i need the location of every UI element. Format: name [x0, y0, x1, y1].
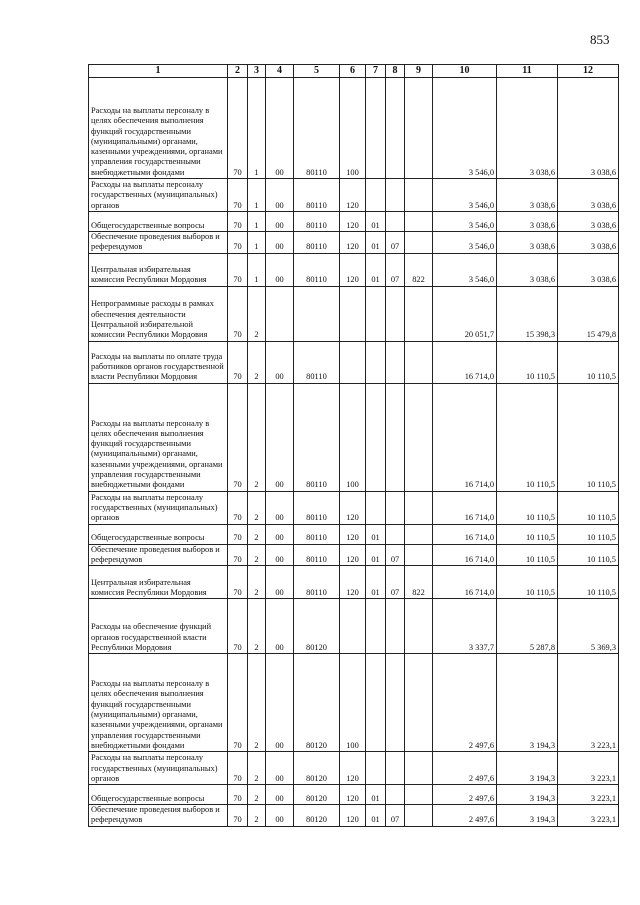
- row-name-cell: Общегосударственные вопросы: [89, 785, 228, 805]
- table-cell: [386, 212, 405, 232]
- column-header: 10: [433, 65, 497, 78]
- row-name-cell: Центральная избирательная комиссия Республики Мордовия: [89, 566, 228, 599]
- table-row: [89, 566, 619, 599]
- table-cell: 00: [266, 805, 294, 827]
- table-cell: 10 110,5: [497, 544, 558, 566]
- table-cell: [340, 286, 366, 341]
- table-cell: 00: [266, 253, 294, 286]
- table-cell: 80120: [294, 654, 340, 752]
- table-row: [89, 179, 619, 212]
- table-cell: 07: [386, 566, 405, 599]
- table-cell: [386, 179, 405, 212]
- table-cell: 822: [405, 253, 433, 286]
- table-row: [89, 286, 619, 341]
- table-cell: 15 398,3: [497, 286, 558, 341]
- table-cell: 01: [366, 785, 386, 805]
- table-cell: 70: [228, 524, 248, 544]
- table-row: [89, 78, 619, 179]
- table-cell: 00: [266, 341, 294, 383]
- table-cell: 70: [228, 785, 248, 805]
- table-row: [89, 212, 619, 232]
- table-cell: 2: [248, 785, 266, 805]
- table-cell: 15 479,8: [558, 286, 619, 341]
- table-cell: 1: [248, 253, 266, 286]
- table-cell: [405, 286, 433, 341]
- table-cell: 120: [340, 232, 366, 254]
- table-cell: 2: [248, 286, 266, 341]
- table-cell: [405, 232, 433, 254]
- table-cell: 3 194,3: [497, 654, 558, 752]
- table-cell: 01: [366, 544, 386, 566]
- table-cell: 100: [340, 654, 366, 752]
- page-number: 853: [590, 32, 610, 47]
- table-cell: 120: [340, 544, 366, 566]
- table-cell: [405, 785, 433, 805]
- row-name-cell: Расходы на выплаты персоналу в целях обеспечения выполнения функций государственными (муниципальными) органами, казенными учреждениями, органами управления государственными внебюджетными фондами: [89, 383, 228, 491]
- table-cell: 3 546,0: [433, 179, 497, 212]
- table-cell: 07: [386, 253, 405, 286]
- table-cell: 70: [228, 383, 248, 491]
- table-cell: 2: [248, 566, 266, 599]
- row-name-cell: Общегосударственные вопросы: [89, 212, 228, 232]
- table-cell: 120: [340, 524, 366, 544]
- table-cell: 00: [266, 785, 294, 805]
- table-cell: 3 223,1: [558, 785, 619, 805]
- table-cell: 3 038,6: [558, 232, 619, 254]
- table-cell: 2: [248, 654, 266, 752]
- table-cell: 10 110,5: [497, 383, 558, 491]
- table-cell: 01: [366, 524, 386, 544]
- table-cell: 5 369,3: [558, 599, 619, 654]
- table-cell: 1: [248, 78, 266, 179]
- table-cell: 01: [366, 805, 386, 827]
- table-cell: 00: [266, 491, 294, 524]
- row-name-cell: Расходы на выплаты персоналу в целях обеспечения выполнения функций государственными (муниципальными) органами, казенными учреждениями, органами управления государственными внебюджетными фондами: [89, 78, 228, 179]
- table-cell: 2 497,6: [433, 654, 497, 752]
- table-cell: [386, 491, 405, 524]
- table-cell: 3 546,0: [433, 212, 497, 232]
- table-cell: 822: [405, 566, 433, 599]
- table-cell: 70: [228, 566, 248, 599]
- table-cell: 3 038,6: [497, 232, 558, 254]
- table-row: [89, 752, 619, 785]
- table-row: [89, 544, 619, 566]
- table-cell: 07: [386, 805, 405, 827]
- table-cell: 16 714,0: [433, 491, 497, 524]
- table-cell: [405, 654, 433, 752]
- table-row: [89, 491, 619, 524]
- table-cell: 80110: [294, 212, 340, 232]
- table-cell: 3 337,7: [433, 599, 497, 654]
- table-cell: 10 110,5: [558, 524, 619, 544]
- table-cell: 70: [228, 654, 248, 752]
- table-cell: [366, 599, 386, 654]
- table-cell: 80110: [294, 179, 340, 212]
- table-cell: 1: [248, 179, 266, 212]
- table-cell: 2: [248, 599, 266, 654]
- table-cell: 80110: [294, 544, 340, 566]
- table-cell: [294, 286, 340, 341]
- table-cell: 70: [228, 78, 248, 179]
- table-cell: 80110: [294, 383, 340, 491]
- table-cell: 70: [228, 286, 248, 341]
- table-cell: [405, 752, 433, 785]
- row-name-cell: Расходы на выплаты персоналу в целях обеспечения выполнения функций государственными (муниципальными) органами, казенными учреждениями, органами управления государственными внебюджетными фондами: [89, 654, 228, 752]
- table-cell: 3 038,6: [558, 78, 619, 179]
- table-cell: [405, 341, 433, 383]
- table-cell: 70: [228, 491, 248, 524]
- table-cell: [386, 383, 405, 491]
- table-cell: [386, 752, 405, 785]
- column-header: 7: [366, 65, 386, 78]
- table-row: [89, 383, 619, 491]
- table-cell: [340, 599, 366, 654]
- table-cell: 07: [386, 232, 405, 254]
- table-cell: [405, 78, 433, 179]
- table-cell: [366, 654, 386, 752]
- table-cell: 120: [340, 179, 366, 212]
- table-cell: 3 038,6: [497, 212, 558, 232]
- table-cell: [366, 78, 386, 179]
- table-cell: 80120: [294, 752, 340, 785]
- table-row: [89, 253, 619, 286]
- table-cell: [266, 286, 294, 341]
- table-cell: 20 051,7: [433, 286, 497, 341]
- table-cell: 00: [266, 752, 294, 785]
- table-cell: 2: [248, 341, 266, 383]
- table-cell: 01: [366, 212, 386, 232]
- table-cell: 80120: [294, 599, 340, 654]
- table-cell: 10 110,5: [558, 544, 619, 566]
- table-cell: 3 038,6: [497, 253, 558, 286]
- table-cell: 3 038,6: [558, 253, 619, 286]
- row-name-cell: Расходы на выплаты персоналу государственных (муниципальных) органов: [89, 752, 228, 785]
- table-cell: [386, 341, 405, 383]
- table-cell: 2: [248, 383, 266, 491]
- table-cell: 1: [248, 232, 266, 254]
- table-cell: 00: [266, 78, 294, 179]
- table-cell: 70: [228, 752, 248, 785]
- table-cell: [405, 212, 433, 232]
- column-header: 1: [89, 65, 228, 78]
- table-cell: 1: [248, 212, 266, 232]
- table-cell: 3 546,0: [433, 253, 497, 286]
- row-name-cell: Расходы на выплаты персоналу государственных (муниципальных) органов: [89, 491, 228, 524]
- table-cell: 16 714,0: [433, 341, 497, 383]
- table-row: [89, 599, 619, 654]
- table-cell: 80110: [294, 491, 340, 524]
- table-cell: 16 714,0: [433, 566, 497, 599]
- table-cell: 3 194,3: [497, 785, 558, 805]
- table-cell: [366, 286, 386, 341]
- table-cell: 80110: [294, 232, 340, 254]
- table-cell: 3 194,3: [497, 805, 558, 827]
- table-cell: 2 497,6: [433, 805, 497, 827]
- table-cell: 3 038,6: [497, 78, 558, 179]
- table-cell: [386, 654, 405, 752]
- table-cell: 3 223,1: [558, 805, 619, 827]
- table-cell: 2: [248, 491, 266, 524]
- table-cell: 100: [340, 383, 366, 491]
- table-cell: [366, 341, 386, 383]
- header-row: [89, 65, 619, 78]
- table-cell: [405, 383, 433, 491]
- table-cell: 80110: [294, 78, 340, 179]
- table-cell: 10 110,5: [497, 566, 558, 599]
- table-cell: 70: [228, 232, 248, 254]
- table-cell: 01: [366, 566, 386, 599]
- table-cell: [405, 805, 433, 827]
- table-row: [89, 805, 619, 827]
- table-cell: 70: [228, 805, 248, 827]
- table-cell: 3 223,1: [558, 654, 619, 752]
- table-cell: 70: [228, 599, 248, 654]
- table-cell: [366, 179, 386, 212]
- table-cell: [405, 524, 433, 544]
- table-cell: [386, 599, 405, 654]
- table-cell: [405, 544, 433, 566]
- table-cell: 2: [248, 524, 266, 544]
- budget-table: [88, 64, 619, 827]
- table-cell: 10 110,5: [558, 383, 619, 491]
- table-cell: 00: [266, 383, 294, 491]
- table-cell: [386, 78, 405, 179]
- table-cell: 2: [248, 752, 266, 785]
- table-cell: 01: [366, 253, 386, 286]
- table-cell: 80110: [294, 253, 340, 286]
- row-name-cell: Обеспечение проведения выборов и референдумов: [89, 544, 228, 566]
- column-header: 3: [248, 65, 266, 78]
- table-row: [89, 232, 619, 254]
- table-cell: 120: [340, 752, 366, 785]
- table-cell: 70: [228, 179, 248, 212]
- table-cell: [366, 752, 386, 785]
- row-name-cell: Расходы на выплаты по оплате труда работников органов государственной власти Республики Мордовия: [89, 341, 228, 383]
- table-cell: [386, 286, 405, 341]
- table-cell: 120: [340, 566, 366, 599]
- table-cell: 120: [340, 785, 366, 805]
- table-cell: [405, 179, 433, 212]
- table-cell: 80120: [294, 805, 340, 827]
- table-cell: 2: [248, 544, 266, 566]
- column-header: 8: [386, 65, 405, 78]
- table-cell: 70: [228, 253, 248, 286]
- table-cell: 2 497,6: [433, 785, 497, 805]
- table-cell: 3 546,0: [433, 78, 497, 179]
- table-cell: 16 714,0: [433, 383, 497, 491]
- table-cell: 120: [340, 253, 366, 286]
- table-cell: 100: [340, 78, 366, 179]
- table-cell: 5 287,8: [497, 599, 558, 654]
- table-cell: [405, 599, 433, 654]
- table-cell: 70: [228, 341, 248, 383]
- table-cell: 10 110,5: [558, 491, 619, 524]
- row-name-cell: Расходы на выплаты персоналу государственных (муниципальных) органов: [89, 179, 228, 212]
- column-header: 9: [405, 65, 433, 78]
- table-cell: 120: [340, 212, 366, 232]
- table-cell: 2: [248, 805, 266, 827]
- row-name-cell: Непрограммные расходы в рамках обеспечения деятельности Центральной избирательной комиссии Республики Мордовия: [89, 286, 228, 341]
- table-cell: 80110: [294, 341, 340, 383]
- table-row: [89, 654, 619, 752]
- table-cell: [386, 524, 405, 544]
- table-cell: [405, 491, 433, 524]
- table-cell: 120: [340, 491, 366, 524]
- table-cell: 10 110,5: [558, 566, 619, 599]
- table-row: [89, 341, 619, 383]
- table-cell: 10 110,5: [497, 491, 558, 524]
- table-cell: 3 546,0: [433, 232, 497, 254]
- column-header: 4: [266, 65, 294, 78]
- table-cell: 80110: [294, 566, 340, 599]
- table-cell: 80110: [294, 524, 340, 544]
- table-cell: 00: [266, 212, 294, 232]
- table-cell: 2 497,6: [433, 752, 497, 785]
- row-name-cell: Центральная избирательная комиссия Республики Мордовия: [89, 253, 228, 286]
- table-cell: [340, 341, 366, 383]
- table-cell: 3 038,6: [497, 179, 558, 212]
- table-cell: [386, 785, 405, 805]
- column-header: 5: [294, 65, 340, 78]
- table-cell: [366, 491, 386, 524]
- table-cell: 00: [266, 179, 294, 212]
- table-cell: 3 194,3: [497, 752, 558, 785]
- row-name-cell: Общегосударственные вопросы: [89, 524, 228, 544]
- table-cell: 16 714,0: [433, 544, 497, 566]
- table-cell: 10 110,5: [558, 341, 619, 383]
- table-cell: 16 714,0: [433, 524, 497, 544]
- table-cell: 3 038,6: [558, 212, 619, 232]
- row-name-cell: Обеспечение проведения выборов и референдумов: [89, 805, 228, 827]
- table-cell: 120: [340, 805, 366, 827]
- table-cell: 3 223,1: [558, 752, 619, 785]
- row-name-cell: Расходы на обеспечение функций органов государственной власти Республики Мордовия: [89, 599, 228, 654]
- table-cell: 10 110,5: [497, 341, 558, 383]
- table-cell: 10 110,5: [497, 524, 558, 544]
- row-name-cell: Обеспечение проведения выборов и референдумов: [89, 232, 228, 254]
- table-cell: 07: [386, 544, 405, 566]
- table-cell: 01: [366, 232, 386, 254]
- table-cell: 00: [266, 544, 294, 566]
- table-cell: 00: [266, 524, 294, 544]
- table-cell: 80120: [294, 785, 340, 805]
- column-header: 11: [497, 65, 558, 78]
- column-header: 6: [340, 65, 366, 78]
- table-cell: 00: [266, 654, 294, 752]
- table-cell: 00: [266, 566, 294, 599]
- table-cell: 70: [228, 212, 248, 232]
- table-cell: [366, 383, 386, 491]
- table-cell: 70: [228, 544, 248, 566]
- column-header: 2: [228, 65, 248, 78]
- table-cell: 3 038,6: [558, 179, 619, 212]
- table-cell: 00: [266, 232, 294, 254]
- table-row: [89, 524, 619, 544]
- table-cell: 00: [266, 599, 294, 654]
- column-header: 12: [558, 65, 619, 78]
- table-row: [89, 785, 619, 805]
